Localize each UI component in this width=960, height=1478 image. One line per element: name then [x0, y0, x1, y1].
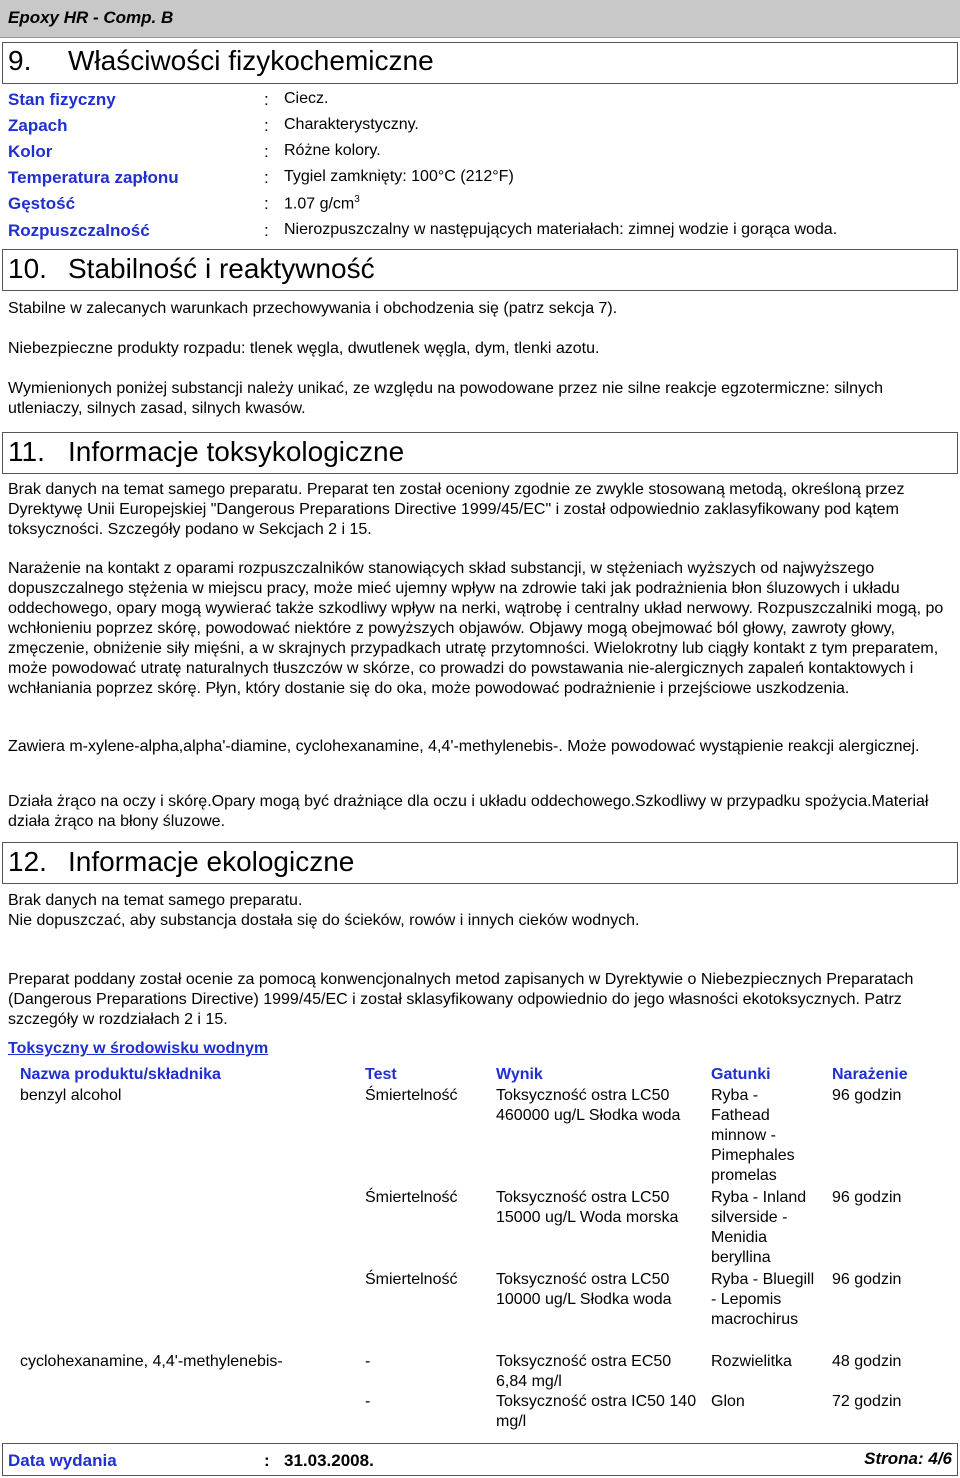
- section-11-title: Informacje toksykologiczne: [68, 436, 405, 467]
- column-header-exposure: Narażenie: [832, 1066, 908, 1083]
- column-header-species: Gatunki: [711, 1066, 771, 1083]
- property-colon: :: [264, 194, 269, 213]
- section-12-paragraph: Brak danych na temat samego preparatu.: [8, 892, 303, 909]
- test-cell: Śmiertelność: [365, 1189, 458, 1206]
- result-cell: Toksyczność ostra EC50 6,84 mg/l: [496, 1353, 672, 1390]
- section-10-paragraph: Niebezpieczne produkty rozpadu: tlenek węgla, dwutlenek węgla, dym, tlenki azotu.: [8, 340, 600, 357]
- result-cell: Toksyczność ostra LC50 15000 ug/L Woda morska: [496, 1189, 679, 1226]
- result-cell: Toksyczność ostra IC50 140 mg/l: [496, 1393, 697, 1430]
- section-11-paragraph: Zawiera m-xylene-alpha,alpha'-diamine, cyclohexanamine, 4,4'-methylenebis-. Może powodować wystąpienie reakcji alergicznej.: [8, 738, 920, 755]
- column-header-product: Nazwa produktu/składnika: [20, 1066, 221, 1083]
- property-value: Charakterystyczny.: [284, 116, 419, 133]
- property-value: Różne kolory.: [284, 142, 381, 159]
- density-unit-superscript: 3: [354, 194, 360, 205]
- property-value: Ciecz.: [284, 90, 329, 107]
- section-11-paragraph: Działa żrąco na oczy i skórę.Opary mogą być drażniące dla oczu i układu oddechowego.Szkodliwy w przypadku spożycia.Materiał działa żrąco na błony śluzowe.: [8, 793, 929, 830]
- section-10-number: 10.: [8, 253, 47, 284]
- property-value: Tygiel zamknięty: 100°C (212°F): [284, 168, 514, 185]
- issue-date-value: 31.03.2008.: [284, 1451, 374, 1470]
- section-9-title: Właściwości fizykochemiczne: [68, 45, 434, 76]
- test-cell: Śmiertelność: [365, 1271, 458, 1288]
- property-colon: :: [264, 142, 269, 161]
- product-name-cell: cyclohexanamine, 4,4'-methylenebis-: [20, 1353, 283, 1370]
- property-colon: :: [264, 221, 269, 240]
- species-cell: Ryba - Inland silverside - Menidia beryllina: [711, 1189, 807, 1266]
- property-colon: :: [264, 90, 269, 109]
- property-label: Rozpuszczalność: [8, 221, 150, 240]
- species-cell: Glon: [711, 1393, 745, 1410]
- aquatic-toxicity-subheading: Toksyczny w środowisku wodnym: [8, 1040, 269, 1057]
- property-label: Stan fizyczny: [8, 90, 116, 109]
- density-value: 1.07 g/cm: [284, 195, 355, 213]
- exposure-cell: 72 godzin: [832, 1393, 902, 1410]
- species-cell: Ryba - Bluegill - Lepomis macrochirus: [711, 1271, 815, 1328]
- property-colon: :: [264, 116, 269, 135]
- issue-date-colon: :: [264, 1451, 270, 1470]
- document-header-bar: [0, 0, 960, 38]
- section-11-heading: [8, 436, 404, 468]
- test-cell: -: [365, 1353, 371, 1370]
- property-value: Nierozpuszczalny w następujących materiałach: zimnej wodzie i gorąca woda.: [284, 221, 838, 238]
- exposure-cell: 48 godzin: [832, 1353, 902, 1370]
- property-label: Kolor: [8, 142, 53, 161]
- section-11-number: 11.: [8, 436, 45, 467]
- result-cell: Toksyczność ostra LC50 10000 ug/L Słodka woda: [496, 1271, 672, 1308]
- section-12-heading: [8, 846, 354, 878]
- section-9-number: 9.: [8, 45, 32, 76]
- section-9-heading: [8, 45, 434, 77]
- result-cell: Toksyczność ostra LC50 460000 ug/L Słodka woda: [496, 1087, 681, 1124]
- exposure-cell: 96 godzin: [832, 1271, 902, 1288]
- section-10-paragraph: Stabilne w zalecanych warunkach przechowywania i obchodzenia się (patrz sekcja 7).: [8, 300, 618, 317]
- section-12-paragraph: Nie dopuszczać, aby substancja dostała się do ścieków, rowów i innych cieków wodnych.: [8, 912, 640, 929]
- footer-box: [2, 1443, 958, 1476]
- exposure-cell: 96 godzin: [832, 1087, 902, 1104]
- section-11-paragraph: Narażenie na kontakt z oparami rozpuszczalników stanowiących skład substancji, w stężeniach wyższych od najwyższego dopuszczalnego stężenia w miejscu pracy, może mieć ujemny wpływ na zdrowie taki jak podrażnienia błon śluzowych i układu oddechowego, opary mogą wywierać także szkodliwy wpływ na nerki, wątrobę i centralny układ nerwowy. Rozpuszczalniki mogą, po wchłonieniu poprzez skórę, powodować niektóre z powyższych objawów. Objawy mogą obejmować ból głowy, zawroty głowy, zmęczenie, obniżenie siły mięśni, a w skrajnych przypadkach utratę przytomności. Wielokrotny lub ciągły kontakt z tym preparatem, może powodować utratę naturalnych tłuszczów w skórze, co prowadzi do powstawania nie-alergicznych zapaleń kontaktowych i wchłaniania poprzez skórę. Płyn, który dostanie się do oka, może powodować podrażnienie i przejściowe uszkodzenia.: [8, 560, 944, 697]
- species-cell: Ryba - Fathead minnow - Pimephales promelas: [711, 1087, 795, 1184]
- test-cell: Śmiertelność: [365, 1087, 458, 1104]
- section-12-number: 12.: [8, 846, 47, 877]
- column-header-result: Wynik: [496, 1066, 543, 1083]
- property-label: Temperatura zapłonu: [8, 168, 179, 187]
- property-value: [284, 194, 360, 213]
- section-10-heading: [8, 253, 375, 285]
- test-cell: -: [365, 1393, 371, 1410]
- section-10-title: Stabilność i reaktywność: [68, 253, 375, 284]
- section-10-paragraph: Wymienionych poniżej substancji należy unikać, ze względu na powodowane przez nie silne reakcje egzotermiczne: silnych utleniaczy, silnych zasad, silnych kwasów.: [8, 380, 883, 417]
- column-header-test: Test: [365, 1066, 397, 1083]
- property-label: Gęstość: [8, 194, 76, 213]
- page-number: Strona: 4/6: [864, 1449, 952, 1468]
- section-11-paragraph: Brak danych na temat samego preparatu. Preparat ten został oceniony zgodnie ze zwykle stosowaną metodą, określoną przez Dyrektywę Unii Europejskiej "Dangerous Preparations Directive 1999/45/EC" i został odpowiednio zaklasyfikowany pod kątem toksyczności. Szczegóły podano w Sekcjach 2 i 15.: [8, 481, 905, 538]
- property-label: Zapach: [8, 116, 68, 135]
- document-title: Epoxy HR - Comp. B: [8, 8, 174, 27]
- section-12-paragraph: Preparat poddany został ocenie za pomocą konwencjonalnych metod zapisanych w Dyrektywie o Niebezpiecznych Preparatach (Dangerous Preparations Directive) 1999/45/EC i został sklasyfikowany odpowiednio do jego własności ekotoksycznych. Patrz szczegóły w rozdziałach 2 i 15.: [8, 971, 914, 1028]
- issue-date-label: Data wydania: [8, 1451, 117, 1470]
- property-colon: :: [264, 168, 269, 187]
- section-12-title: Informacje ekologiczne: [68, 846, 355, 877]
- exposure-cell: 96 godzin: [832, 1189, 902, 1206]
- species-cell: Rozwielitka: [711, 1353, 792, 1370]
- product-name-cell: benzyl alcohol: [20, 1087, 122, 1104]
